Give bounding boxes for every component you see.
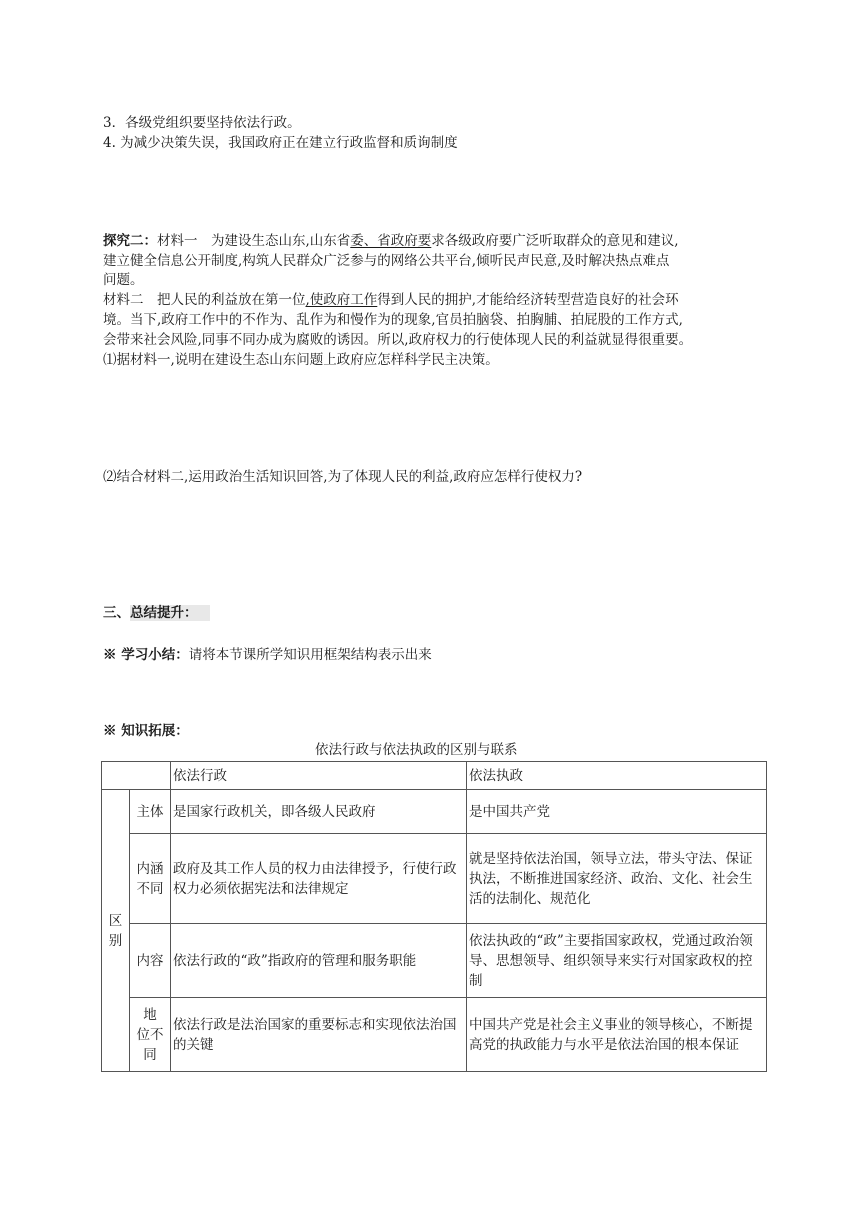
material-2-line-3: 会带来社会风险,同事不同办成为腐败的诱因。所以,政府权力的行使体现人民的利益就显得很重要。 <box>103 332 693 348</box>
material-2-underline: ,使政府工作 <box>305 292 378 308</box>
table-row <box>102 924 767 998</box>
table-section-text: 区别 <box>108 912 123 949</box>
table-header-col1: 依法行政 <box>171 762 467 790</box>
table-cell: 是国家行政机关，即各级人民政府 <box>171 790 467 834</box>
table-header-empty <box>102 762 171 790</box>
material-1-tail: 求各级政府要广泛听取群众的意见和建议, <box>431 233 679 249</box>
table-cell: 依法行政是法治国家的重要标志和实现依法治国的关键 <box>171 998 467 1072</box>
table-row <box>102 790 767 834</box>
study-summary <box>103 645 432 665</box>
table-cell: 依法执政的“政”主要指国家政权，党通过政治领导、思想领导、组织领导来实行对国家政权的控制 <box>467 924 767 998</box>
material-1-line-3: 问题。 <box>103 272 144 288</box>
summary-heading-text: 总结提升： <box>130 605 210 621</box>
table-row-label: 内涵不同 <box>130 834 171 924</box>
explore-2-label: 探究二： <box>103 233 157 249</box>
question-1: ⑴据材料一,说明在建设生态山东问题上政府应怎样科学民主决策。 <box>103 352 499 368</box>
material-2-lead: 材料二 把人民的利益放在第一位 <box>103 292 306 308</box>
material-1-underline: 委、省政府要 <box>350 233 432 249</box>
item-4: 4. 为减少决策失误，我国政府正在建立行政监督和质询制度 <box>103 135 458 151</box>
table-caption: 依法行政与依法执政的区别与联系 <box>315 742 518 758</box>
table-cell: 就是坚持依法治国，领导立法，带头守法、保证执法，不断推进国家经济、政治、文化、社会生活的法制化、规范化 <box>467 834 767 924</box>
knowledge-extension-label: ※ 知识拓展： <box>103 723 189 739</box>
study-summary-label: ※ 学习小结： <box>103 647 189 663</box>
table-row-label: 主体 <box>130 790 171 834</box>
table-header-col2: 依法执政 <box>467 762 767 790</box>
table-cell: 中国共产党是社会主义事业的领导核心，不断提高党的执政能力与水平是依法治国的根本保证 <box>467 998 767 1072</box>
table-row <box>102 998 767 1072</box>
material-1-line-1 <box>103 231 679 251</box>
table-row <box>102 834 767 924</box>
table-row-label: 地 位不同 <box>130 998 171 1072</box>
item-3: 3．各级党组织要坚持依法行政。 <box>103 115 301 131</box>
material-1-lead: 材料一 为建设生态山东,山东省 <box>157 233 351 249</box>
question-2: ⑵结合材料二,运用政治生活知识回答,为了体现人民的利益,政府应怎样行使权力? <box>103 469 583 485</box>
study-summary-text: 请将本节课所学知识用框架结构表示出来 <box>188 647 432 663</box>
table-cell: 依法行政的“政”指政府的管理和服务职能 <box>171 924 467 998</box>
summary-heading-prefix: 三、 <box>103 605 130 621</box>
comparison-table <box>101 761 767 1072</box>
table-cell: 是中国共产党 <box>467 790 767 834</box>
material-2-line-2: 境。当下,政府工作中的不作为、乱作为和慢作为的现象,官员拍脑袋、拍胸脯、拍屁股的工作方式, <box>103 312 683 328</box>
material-2-tail: 得到人民的拥护,才能给经济转型营造良好的社会环 <box>377 292 679 308</box>
table-row-label: 内容 <box>130 924 171 998</box>
summary-heading <box>103 603 210 623</box>
table-header-row <box>102 762 767 790</box>
material-1-line-2: 建立健全信息公开制度,构筑人民群众广泛参与的网络公共平台,倾听民声民意,及时解决热点难点 <box>103 253 670 269</box>
material-2-line-1 <box>103 290 679 310</box>
table-cell: 政府及其工作人员的权力由法律授予，行使行政权力必须依据宪法和法律规定 <box>171 834 467 924</box>
table-section-label <box>102 790 130 1072</box>
